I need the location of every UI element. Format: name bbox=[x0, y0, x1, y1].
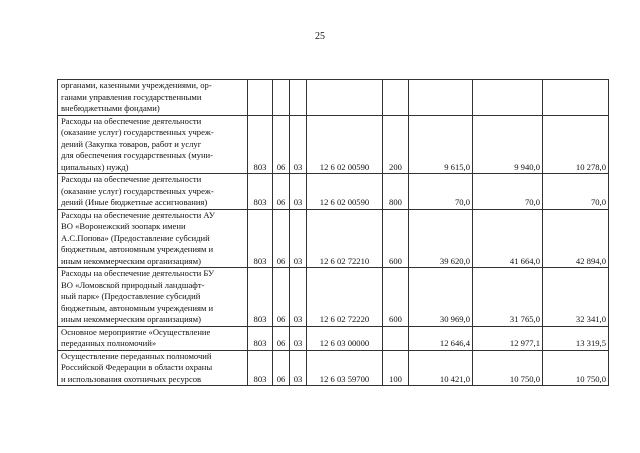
cell-sum-2: 9 940,0 bbox=[473, 115, 543, 174]
description-line: ВО «Воронежский зоопарк имени bbox=[61, 221, 186, 231]
cell-sum-2: 10 750,0 bbox=[473, 350, 543, 386]
table-row bbox=[58, 326, 609, 350]
cell-sum-1: 30 969,0 bbox=[409, 268, 473, 327]
description-line: ный парк» (Предоставление субсидий bbox=[61, 291, 201, 301]
description-line: дений (Иные бюджетные ассигнования) bbox=[61, 197, 208, 207]
table-row bbox=[58, 268, 609, 327]
cell-sum-1: 39 620,0 bbox=[409, 209, 473, 268]
cell-tselevaya-statya: 12 6 02 72220 bbox=[307, 268, 383, 327]
cell-sum-3: 10 750,0 bbox=[543, 350, 609, 386]
description-line: внебюджетными фондами) bbox=[61, 103, 160, 113]
cell-vedomstvo bbox=[248, 80, 273, 116]
description-line: Расходы на обеспечение деятельности БУ bbox=[61, 268, 215, 278]
cell-description bbox=[58, 268, 248, 327]
table-row bbox=[58, 80, 609, 116]
budget-table bbox=[57, 79, 609, 386]
cell-description bbox=[58, 350, 248, 386]
cell-vid-raskhodov bbox=[383, 326, 409, 350]
cell-podrazdel: 03 bbox=[290, 209, 307, 268]
cell-vedomstvo: 803 bbox=[248, 268, 273, 327]
cell-tselevaya-statya: 12 6 03 59700 bbox=[307, 350, 383, 386]
cell-tselevaya-statya bbox=[307, 80, 383, 116]
table-row bbox=[58, 350, 609, 386]
description-line: переданных полномочий» bbox=[61, 338, 157, 348]
cell-sum-3: 70,0 bbox=[543, 174, 609, 210]
cell-tselevaya-statya: 12 6 02 00590 bbox=[307, 174, 383, 210]
cell-vid-raskhodov: 600 bbox=[383, 209, 409, 268]
cell-sum-1: 70,0 bbox=[409, 174, 473, 210]
description-line: (оказание услуг) государственных учреж- bbox=[61, 127, 214, 137]
description-line: иным некоммерческим организациям) bbox=[61, 255, 201, 266]
cell-description bbox=[58, 115, 248, 174]
cell-podrazdel: 03 bbox=[290, 268, 307, 327]
table-row bbox=[58, 115, 609, 174]
cell-razdel: 06 bbox=[273, 115, 290, 174]
cell-sum-3: 13 319,5 bbox=[543, 326, 609, 350]
description-line: бюджетным, автономным учреждениям и bbox=[61, 302, 214, 313]
description-line: Российской Федерации в области охраны bbox=[61, 362, 213, 372]
cell-podrazdel bbox=[290, 80, 307, 116]
cell-vedomstvo: 803 bbox=[248, 326, 273, 350]
description-line: Осуществление переданных полномочий bbox=[61, 350, 212, 361]
cell-razdel: 06 bbox=[273, 209, 290, 268]
cell-vedomstvo: 803 bbox=[248, 115, 273, 174]
description-line: ципальных) нужд) bbox=[61, 161, 129, 172]
description-line: иным некоммерческим организациям) bbox=[61, 314, 201, 324]
cell-tselevaya-statya: 12 6 02 72210 bbox=[307, 209, 383, 268]
cell-vedomstvo: 803 bbox=[248, 174, 273, 210]
cell-tselevaya-statya: 12 6 02 00590 bbox=[307, 115, 383, 174]
cell-sum-3 bbox=[543, 80, 609, 116]
description-line: бюджетным, автономным учреждениям и bbox=[61, 244, 214, 254]
cell-sum-1: 12 646,4 bbox=[409, 326, 473, 350]
cell-description bbox=[58, 80, 248, 116]
description-line: Расходы на обеспечение деятельности bbox=[61, 115, 202, 126]
table-row bbox=[58, 209, 609, 268]
description-line: ВО «Ломовской природный ландшафт- bbox=[61, 279, 205, 290]
cell-razdel bbox=[273, 80, 290, 116]
cell-sum-1 bbox=[409, 80, 473, 116]
description-line: и использования охотничьих ресурсов bbox=[61, 373, 202, 384]
cell-vid-raskhodov bbox=[383, 80, 409, 116]
cell-vedomstvo: 803 bbox=[248, 209, 273, 268]
cell-tselevaya-statya: 12 6 03 00000 bbox=[307, 326, 383, 350]
cell-podrazdel: 03 bbox=[290, 350, 307, 386]
description-line: для обеспечения государственных (муни- bbox=[61, 150, 214, 160]
cell-podrazdel: 03 bbox=[290, 115, 307, 174]
description-line: дений (Закупка товаров, работ и услуг bbox=[61, 138, 202, 149]
cell-sum-2: 12 977,1 bbox=[473, 326, 543, 350]
cell-vedomstvo: 803 bbox=[248, 350, 273, 386]
description-line: А.С.Попова» (Предоставление субсидий bbox=[61, 232, 210, 243]
description-line: Расходы на обеспечение деятельности АУ bbox=[61, 209, 215, 220]
table-row bbox=[58, 174, 609, 210]
cell-razdel: 06 bbox=[273, 174, 290, 210]
description-line: Основное мероприятие «Осуществление bbox=[61, 326, 211, 337]
cell-sum-3: 10 278,0 bbox=[543, 115, 609, 174]
cell-sum-3: 32 341,0 bbox=[543, 268, 609, 327]
cell-vid-raskhodov: 800 bbox=[383, 174, 409, 210]
cell-vid-raskhodov: 100 bbox=[383, 350, 409, 386]
cell-description bbox=[58, 209, 248, 268]
description-line: органами, казенными учреждениями, ор- bbox=[61, 80, 212, 90]
cell-podrazdel: 03 bbox=[290, 174, 307, 210]
cell-vid-raskhodov: 200 bbox=[383, 115, 409, 174]
cell-sum-1: 10 421,0 bbox=[409, 350, 473, 386]
cell-sum-2 bbox=[473, 80, 543, 116]
cell-description bbox=[58, 326, 248, 350]
cell-sum-3: 42 894,0 bbox=[543, 209, 609, 268]
cell-sum-2: 70,0 bbox=[473, 174, 543, 210]
cell-razdel: 06 bbox=[273, 326, 290, 350]
description-line: (оказание услуг) государственных учреж- bbox=[61, 185, 214, 196]
cell-sum-2: 41 664,0 bbox=[473, 209, 543, 268]
description-line: ганами управления государственными bbox=[61, 91, 202, 102]
cell-razdel: 06 bbox=[273, 268, 290, 327]
table-body bbox=[58, 80, 609, 386]
cell-description bbox=[58, 174, 248, 210]
cell-podrazdel: 03 bbox=[290, 326, 307, 350]
page-number: 25 bbox=[315, 31, 325, 42]
cell-sum-2: 31 765,0 bbox=[473, 268, 543, 327]
cell-razdel: 06 bbox=[273, 350, 290, 386]
cell-vid-raskhodov: 600 bbox=[383, 268, 409, 327]
description-line: Расходы на обеспечение деятельности bbox=[61, 174, 202, 184]
cell-sum-1: 9 615,0 bbox=[409, 115, 473, 174]
